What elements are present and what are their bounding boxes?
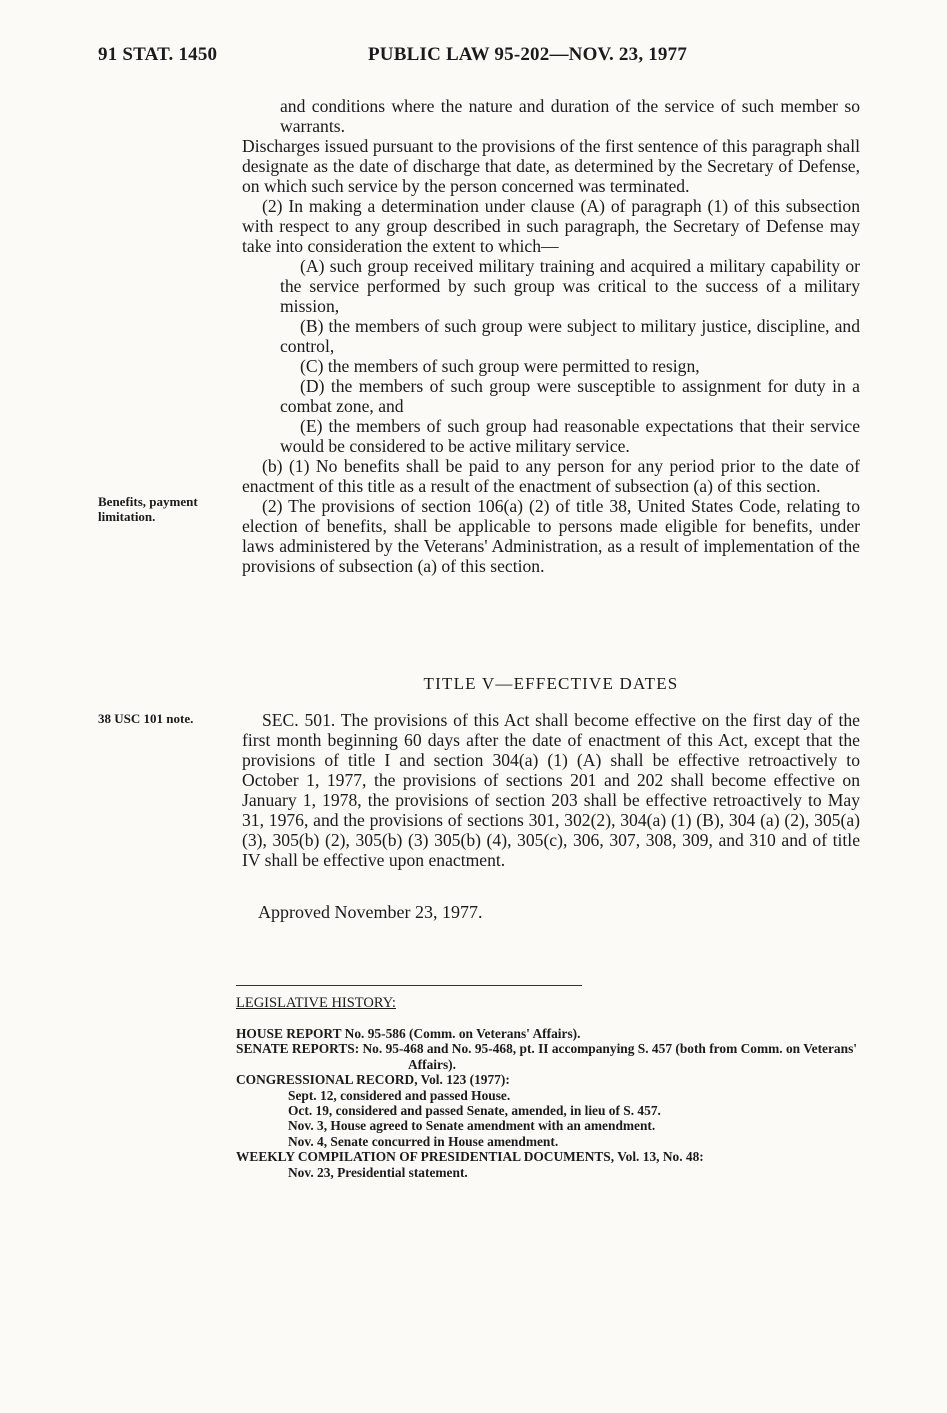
clause-b: (B) the members of such group were subject to military justice, discipline, and control, (280, 316, 860, 356)
stat-page-number: 91 STAT. 1450 (98, 44, 218, 65)
clause-d: (D) the members of such group were susceptible to assignment for duty in a combat zone, and (280, 376, 860, 416)
subsection-b-1: (b) (1) No benefits shall be paid to any person for any period prior to the date of enactment of this title as a result of the enactment of subsection (a) of this section. (242, 456, 860, 496)
record-entry: Oct. 19, considered and passed Senate, amended, in lieu of S. 457. (288, 1103, 661, 1119)
house-report: HOUSE REPORT No. 95-586 (Comm. on Veterans' Affairs). (236, 1026, 581, 1041)
paragraph-discharges: Discharges issued pursuant to the provisions of the first sentence of this paragraph shall designate as the date of discharge that date, as determined by the Secretary of Defense, on which such service by the person concerned was terminated. (242, 136, 860, 196)
record-entry: Sept. 12, considered and passed House. (288, 1087, 511, 1103)
title-heading: TITLE V—EFFECTIVE DATES (423, 674, 679, 693)
paragraph-continuation: and conditions where the nature and duration of the service of such member so warrants. (280, 96, 860, 136)
legislative-history (236, 1026, 860, 1180)
legislative-history-heading: LEGISLATIVE HISTORY: (236, 995, 396, 1011)
body-text-section-501 (242, 710, 860, 870)
margin-note-usc: 38 USC 101 note. (98, 711, 194, 726)
record-entry: Nov. 4, Senate concurred in House amendment. (288, 1133, 559, 1149)
subsection-b-2: (2) The provisions of section 106(a) (2) of title 38, United States Code, relating to election of benefits, shall be applicable to persons made eligible for benefits, under laws administered by the Veterans' Administration, as a result of implementation of the provisions of subsection (a) of this section. (242, 496, 860, 576)
clause-e: (E) the members of such group had reasonable expectations that their service would be considered to be active military service. (280, 416, 860, 456)
clause-a: (A) such group received military training and acquired a military capability or the service performed by such group was critical to the success of a military mission, (280, 256, 860, 316)
divider-rule (236, 985, 582, 986)
record-entry: Nov. 3, House agreed to Senate amendment with an amendment. (288, 1118, 656, 1134)
weekly-compilation: WEEKLY COMPILATION OF PRESIDENTIAL DOCUMENTS, Vol. 13, No. 48: (236, 1149, 704, 1165)
senate-reports: SENATE REPORTS: No. 95-468 and No. 95-468, pt. II accompanying S. 457 (both from Comm. on Veterans' Affairs). (236, 1041, 858, 1072)
clause-c: (C) the members of such group were permitted to resign, (300, 356, 700, 376)
body-text-upper (242, 96, 860, 576)
approval-date: Approved November 23, 1977. (258, 902, 483, 922)
running-header: PUBLIC LAW 95-202—NOV. 23, 1977 (368, 44, 688, 65)
section-501: SEC. 501. The provisions of this Act shall become effective on the first day of the first month beginning 60 days after the date of enactment of this Act, except that the provisions of title I and section 304(a) (1) (A) shall be effective retroactively to October 1, 1977, the provisions of sections 201 and 202 shall become effective on January 1, 1978, the provisions of section 203 shall be effective retroactively to May 31, 1976, and the provisions of sections 301, 302(2), 304(a) (1) (B), 304 (a) (2), 305(a) (3), 305(b) (2), 305(b) (3) 305(b) (4), 305(c), 306, 307, 308, 309, and 310 and of title IV shall be effective upon enactment. (242, 710, 860, 870)
margin-note-benefits: Benefits, payment limitation. (98, 494, 198, 524)
paragraph-2-determination: (2) In making a determination under clause (A) of paragraph (1) of this subsection with respect to any group described in such paragraph, the Secretary of Defense may take into consideration the extent to which— (242, 196, 860, 256)
weekly-entry: Nov. 23, Presidential statement. (288, 1164, 468, 1180)
congressional-record: CONGRESSIONAL RECORD, Vol. 123 (1977): (236, 1072, 510, 1088)
